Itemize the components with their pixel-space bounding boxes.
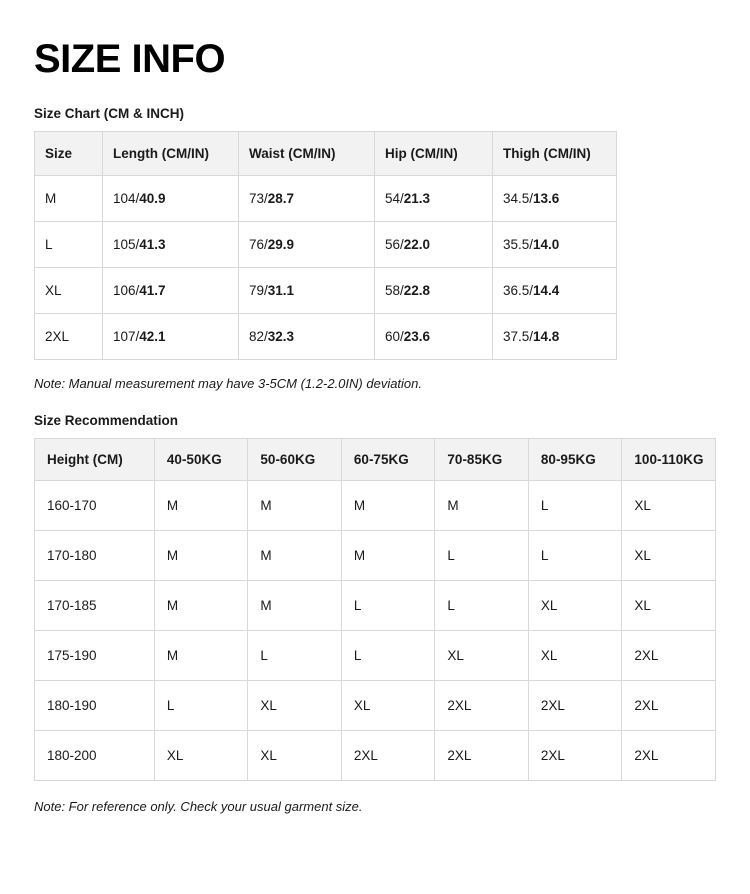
cell-waist bbox=[239, 314, 375, 360]
cell-size: 2XL bbox=[35, 314, 103, 360]
value-in: 32.3 bbox=[267, 329, 295, 344]
value-in: 41.3 bbox=[139, 237, 166, 252]
column-header-length: Length (CM/IN) bbox=[103, 132, 239, 176]
column-header-waist: Waist (CM/IN) bbox=[239, 132, 375, 176]
cell-size: XL bbox=[528, 631, 622, 681]
cell-size: L bbox=[435, 531, 529, 581]
cell-size: XL bbox=[341, 681, 435, 731]
value-cm: 107/ bbox=[113, 329, 140, 344]
cell-size: XL bbox=[622, 481, 716, 531]
page-title: SIZE INFO bbox=[34, 37, 226, 81]
cell-size: XL bbox=[248, 731, 342, 781]
value-in: 21.3 bbox=[403, 191, 431, 206]
table-row bbox=[35, 176, 617, 222]
cell-size: 2XL bbox=[528, 681, 622, 731]
cell-length bbox=[103, 268, 239, 314]
table-row bbox=[35, 314, 617, 360]
cell-size: M bbox=[35, 176, 103, 222]
value-cm: 35.5/ bbox=[503, 237, 534, 252]
cell-hip bbox=[375, 314, 493, 360]
cell-length bbox=[103, 222, 239, 268]
table-header-row bbox=[35, 439, 716, 481]
column-header-weight-4: 70-85KG bbox=[435, 439, 529, 481]
value-cm: 73/ bbox=[249, 191, 268, 206]
cell-size: 2XL bbox=[622, 681, 716, 731]
value-cm: 105/ bbox=[113, 237, 140, 252]
table-header-row bbox=[35, 132, 617, 176]
column-header-height: Height (CM) bbox=[35, 439, 155, 481]
value-in: 31.1 bbox=[267, 283, 295, 298]
value-cm: 60/ bbox=[385, 329, 404, 344]
cell-size: M bbox=[154, 531, 248, 581]
cell-height: 170-185 bbox=[35, 581, 155, 631]
cell-waist bbox=[239, 222, 375, 268]
cell-size: M bbox=[248, 531, 342, 581]
value-cm: 76/ bbox=[249, 237, 268, 252]
value-in: 13.6 bbox=[533, 191, 560, 206]
column-header-weight-3: 60-75KG bbox=[341, 439, 435, 481]
value-in: 40.9 bbox=[139, 191, 166, 206]
cell-thigh bbox=[493, 314, 617, 360]
value-cm: 34.5/ bbox=[503, 191, 534, 206]
table-row bbox=[35, 531, 716, 581]
column-header-weight-1: 40-50KG bbox=[154, 439, 248, 481]
cell-length bbox=[103, 176, 239, 222]
cell-thigh bbox=[493, 176, 617, 222]
value-in: 29.9 bbox=[267, 237, 295, 252]
cell-size: XL bbox=[622, 581, 716, 631]
cell-size: M bbox=[154, 631, 248, 681]
cell-size: L bbox=[35, 222, 103, 268]
value-cm: 54/ bbox=[385, 191, 404, 206]
value-cm: 36.5/ bbox=[503, 283, 534, 298]
size-chart-table bbox=[34, 131, 617, 360]
cell-height: 180-200 bbox=[35, 731, 155, 781]
cell-thigh bbox=[493, 268, 617, 314]
cell-size: XL bbox=[248, 681, 342, 731]
cell-size: XL bbox=[35, 268, 103, 314]
value-cm: 82/ bbox=[249, 329, 268, 344]
size-chart-note: Note: Manual measurement may have 3-5CM (1.2-2.0IN) deviation. bbox=[34, 376, 423, 391]
column-header-weight-5: 80-95KG bbox=[528, 439, 622, 481]
column-header-thigh: Thigh (CM/IN) bbox=[493, 132, 617, 176]
value-cm: 56/ bbox=[385, 237, 404, 252]
cell-size: L bbox=[341, 581, 435, 631]
cell-height: 170-180 bbox=[35, 531, 155, 581]
value-in: 22.8 bbox=[403, 283, 431, 298]
cell-height: 175-190 bbox=[35, 631, 155, 681]
value-cm: 37.5/ bbox=[503, 329, 534, 344]
cell-size: L bbox=[154, 681, 248, 731]
column-header-weight-6: 100-110KG bbox=[622, 439, 716, 481]
cell-size: L bbox=[341, 631, 435, 681]
cell-size: M bbox=[341, 481, 435, 531]
table-row bbox=[35, 581, 716, 631]
value-in: 23.6 bbox=[403, 329, 431, 344]
value-cm: 58/ bbox=[385, 283, 404, 298]
cell-size: L bbox=[248, 631, 342, 681]
cell-size: M bbox=[248, 481, 342, 531]
table-row bbox=[35, 222, 617, 268]
cell-size: L bbox=[528, 531, 622, 581]
value-cm: 79/ bbox=[249, 283, 268, 298]
cell-hip bbox=[375, 176, 493, 222]
table-row bbox=[35, 681, 716, 731]
column-header-weight-2: 50-60KG bbox=[248, 439, 342, 481]
cell-size: 2XL bbox=[622, 631, 716, 681]
cell-size: M bbox=[435, 481, 529, 531]
cell-size: XL bbox=[435, 631, 529, 681]
value-in: 41.7 bbox=[139, 283, 166, 298]
cell-size: M bbox=[248, 581, 342, 631]
cell-size: L bbox=[435, 581, 529, 631]
cell-size: M bbox=[154, 581, 248, 631]
cell-size: 2XL bbox=[435, 731, 529, 781]
cell-waist bbox=[239, 268, 375, 314]
table-row bbox=[35, 731, 716, 781]
cell-size: 2XL bbox=[528, 731, 622, 781]
size-recommendation-table bbox=[34, 438, 716, 781]
value-in: 14.4 bbox=[533, 283, 560, 298]
cell-size: 2XL bbox=[435, 681, 529, 731]
value-in: 14.0 bbox=[533, 237, 560, 252]
value-in: 42.1 bbox=[139, 329, 166, 344]
cell-hip bbox=[375, 222, 493, 268]
cell-size: XL bbox=[528, 581, 622, 631]
cell-size: 2XL bbox=[622, 731, 716, 781]
cell-size: XL bbox=[154, 731, 248, 781]
cell-length bbox=[103, 314, 239, 360]
column-header-hip: Hip (CM/IN) bbox=[375, 132, 493, 176]
table-row bbox=[35, 631, 716, 681]
cell-height: 180-190 bbox=[35, 681, 155, 731]
value-cm: 104/ bbox=[113, 191, 140, 206]
cell-hip bbox=[375, 268, 493, 314]
size-recommendation-label: Size Recommendation bbox=[34, 413, 179, 428]
cell-size: L bbox=[528, 481, 622, 531]
size-recommendation-note: Note: For reference only. Check your usual garment size. bbox=[34, 799, 363, 814]
value-in: 14.8 bbox=[533, 329, 560, 344]
value-cm: 106/ bbox=[113, 283, 140, 298]
column-header-size: Size bbox=[35, 132, 103, 176]
cell-thigh bbox=[493, 222, 617, 268]
table-row bbox=[35, 268, 617, 314]
cell-size: M bbox=[154, 481, 248, 531]
table-row bbox=[35, 481, 716, 531]
cell-size: 2XL bbox=[341, 731, 435, 781]
size-chart-label: Size Chart (CM & INCH) bbox=[34, 106, 185, 121]
value-in: 28.7 bbox=[267, 191, 295, 206]
cell-waist bbox=[239, 176, 375, 222]
cell-size: XL bbox=[622, 531, 716, 581]
cell-height: 160-170 bbox=[35, 481, 155, 531]
value-in: 22.0 bbox=[403, 237, 431, 252]
cell-size: M bbox=[341, 531, 435, 581]
